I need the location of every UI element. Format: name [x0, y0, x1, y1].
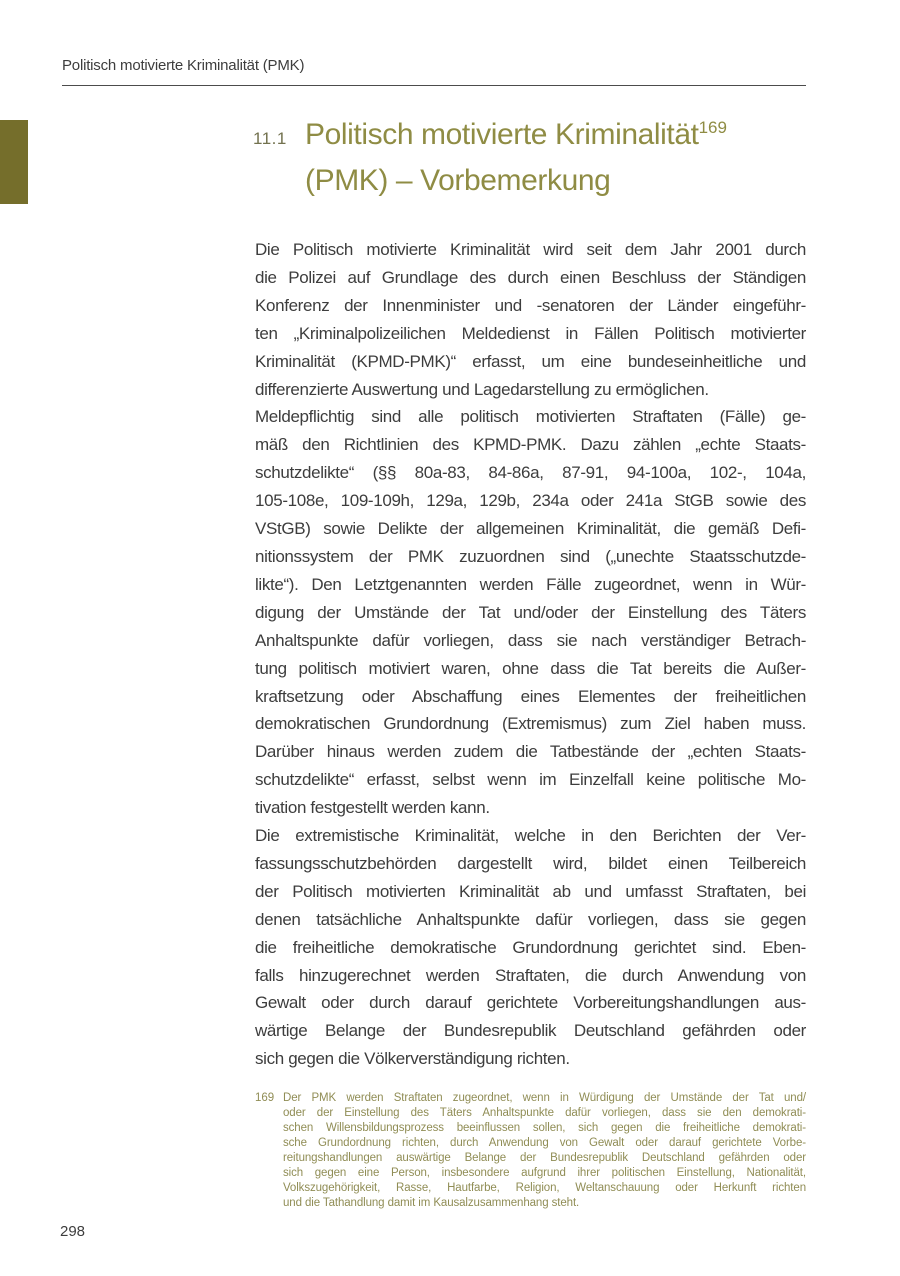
- body-line: VStGB) sowie Delikte der allgemeinen Kriminalität, die gemäß Defi-: [255, 519, 806, 539]
- body-line: tung politisch motiviert waren, ohne dass die Tat bereits die Außer-: [255, 658, 806, 678]
- section-heading: [253, 114, 853, 202]
- body-line: nitionssystem der PMK zuzuordnen sind („unechte Staatsschutzde-: [255, 546, 806, 566]
- title-line2: (PMK) – Vorbemerkung: [305, 164, 611, 197]
- body-line: denen tatsächliche Anhaltspunkte dafür vorliegen, dass sie gegen: [255, 909, 806, 929]
- body-line: der Politisch motivierten Kriminalität ab und umfasst Straftaten, bei: [255, 881, 806, 901]
- body-line: mäß den Richtlinien des KPMD-PMK. Dazu zählen „echte Staats-: [255, 435, 806, 455]
- body-line: Die Politisch motivierte Kriminalität wird seit dem Jahr 2001 durch: [255, 240, 806, 259]
- footnote-lines: [283, 1091, 806, 1211]
- body-line: Darüber hinaus werden zudem die Tatbestände der „echten Staats-: [255, 742, 806, 762]
- body-line: differenzierte Auswertung und Lagedarstellung zu ermöglichen.: [255, 379, 709, 399]
- body-line: 105-108e, 109-109h, 129a, 129b, 234a oder 241a StGB sowie des: [255, 491, 806, 511]
- footnote-line: schen Willensbildungsprozess beeinflussen sollen, sich gegen die freiheitliche demokrati-: [283, 1122, 806, 1134]
- section-number: 11.1: [253, 129, 287, 148]
- body-line: likte“). Den Letztgenannten werden Fälle zugeordnet, wenn in Wür-: [255, 574, 806, 594]
- footnote-ref-superscript: 169: [698, 118, 727, 137]
- footnote-line: Volkszugehörigkeit, Rasse, Hautfarbe, Religion, Weltanschauung oder Herkunft richten: [283, 1182, 806, 1194]
- body-line: schutzdelikte“ (§§ 80a-83, 84-86a, 87-91, 94-100a, 102-, 104a,: [255, 463, 806, 483]
- footnote-line: sche Grundordnung richten, durch Anwendung von Gewalt oder darauf gerichtete Vorbe-: [283, 1137, 806, 1149]
- page-title: [305, 114, 727, 202]
- body-line: Kriminalität (KPMD-PMK)“ erfasst, um eine bundeseinheitliche und: [255, 351, 806, 371]
- footnote-line: sich gegen eine Person, insbesondere aufgrund ihrer politischen Einstellung, Nationalität,: [283, 1167, 806, 1179]
- body-line: fassungsschutzbehörden dargestellt wird, bildet einen Teilbereich: [255, 853, 806, 873]
- body-line: digung der Umstände der Tat und/oder der Einstellung des Täters: [255, 602, 806, 622]
- footnote: [255, 1091, 806, 1211]
- page-number: 298: [60, 1223, 86, 1240]
- body-line: wärtige Belange der Bundesrepublik Deutschland gefährden oder: [255, 1021, 806, 1041]
- body-line: Gewalt oder durch darauf gerichtete Vorbereitungshandlungen aus-: [255, 993, 806, 1013]
- footnote-number: 169: [255, 1092, 275, 1104]
- footnote-line: und die Tathandlung damit im Kausalzusammenhang steht.: [283, 1197, 580, 1209]
- footnote-line: Der PMK werden Straftaten zugeordnet, wenn in Würdigung der Umstände der Tat und/: [283, 1092, 806, 1104]
- body-text: [255, 236, 806, 1073]
- body-line: demokratischen Grundordnung (Extremismus) zum Ziel haben muss.: [255, 714, 806, 734]
- title-line1: Politisch motivierte Kriminalität: [305, 118, 699, 151]
- body-line: tivation festgestellt werden kann.: [255, 798, 490, 818]
- body-line: falls hinzugerechnet werden Straftaten, die durch Anwendung von: [255, 965, 806, 985]
- footnote-line: oder der Einstellung des Täters Anhaltspunkte dafür vorliegen, dass sie den demokrati-: [283, 1107, 806, 1119]
- body-line: Die extremistische Kriminalität, welche in den Berichten der Ver-: [255, 826, 806, 846]
- running-header: Politisch motivierte Kriminalität (PMK): [62, 57, 305, 74]
- body-line: ten „Kriminalpolizeilichen Meldedienst in Fällen Politisch motivierter: [255, 323, 806, 343]
- body-line: schutzdelikte“ erfasst, selbst wenn im Einzelfall keine politische Mo-: [255, 770, 806, 790]
- body-line: Anhaltspunkte dafür vorliegen, dass sie nach verständiger Betrach-: [255, 630, 806, 650]
- body-line: Meldepflichtig sind alle politisch motivierten Straftaten (Fälle) ge-: [255, 407, 806, 427]
- header-rule: [62, 85, 806, 86]
- footnote-line: reitungshandlungen auswärtige Belange der Bundesrepublik Deutschland gefährden oder: [283, 1152, 806, 1164]
- body-line: sich gegen die Völkerverständigung richten.: [255, 1049, 570, 1069]
- body-line: Konferenz der Innenminister und -senatoren der Länder eingeführ-: [255, 295, 806, 315]
- body-line: die freiheitliche demokratische Grundordnung gerichtet sind. Eben-: [255, 937, 806, 957]
- body-line: kraftsetzung oder Abschaffung eines Elementes der freiheitlichen: [255, 686, 806, 706]
- chapter-marker-block: [0, 120, 28, 204]
- body-line: die Polizei auf Grundlage des durch einen Beschluss der Ständigen: [255, 267, 806, 287]
